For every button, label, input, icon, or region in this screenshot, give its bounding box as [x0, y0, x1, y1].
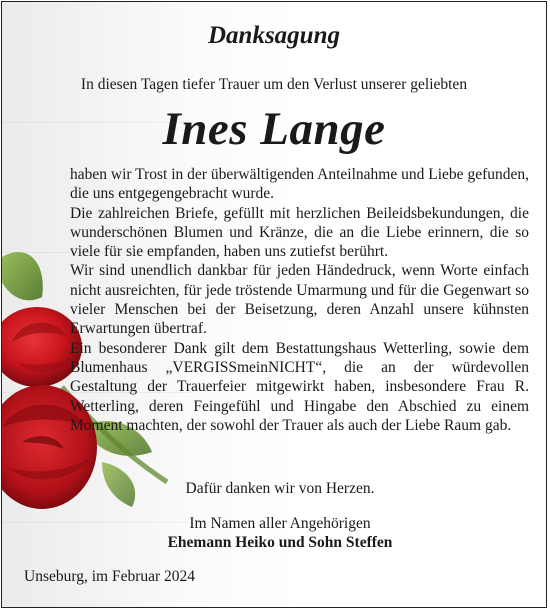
- notice-heading: Danksagung: [208, 22, 340, 49]
- on-behalf-line: Im Namen aller Angehörigen: [189, 515, 371, 532]
- obituary-thank-you-notice: [1, 1, 547, 608]
- notice-content: [2, 2, 546, 607]
- body-paragraph: Die zahlreichen Briefe, gefüllt mit herzlichen Beileidsbekundungen, die wunderschönen Blumen und Kränze, die an die Liebe erinnern, die so viele für sie empfanden, haben uns zutiefst berührt.: [70, 204, 529, 261]
- intro-line: In diesen Tagen tiefer Trauer um den Verlust unserer geliebten: [80, 76, 468, 93]
- deceased-name: Ines Lange: [162, 103, 386, 155]
- body-paragraph: haben wir Trost in der überwältigenden Anteilnahme und Liebe gefunden, die uns entgegengebracht wurde.: [70, 166, 529, 203]
- closing-line: Dafür danken wir von Herzen.: [185, 480, 375, 497]
- signers: Ehemann Heiko und Sohn Steffen: [167, 534, 393, 551]
- body-paragraph: Wir sind unendlich dankbar für jeden Händedruck, wenn Worte einfach nicht ausreichten, für jede tröstende Umarmung und für die Gegenwart so vieler Menschen bei der Beisetzung, deren Anzahl unsere kühnsten Erwartungen übertraf.: [70, 262, 529, 338]
- place-date: Unseburg, im Februar 2024: [24, 568, 196, 585]
- body-paragraph: Ein besonderer Dank gilt dem Bestattungshaus Wetterling, sowie dem Blumenhaus „VERGISSmeinNICHT“, die an der würdevollen Gestaltung der Trauerfeier mitgewirkt haben, insbesondere Frau R. Wetterling, deren Feingefühl und Hingabe den Abschied zu einem Moment machten, der sowohl der Trauer als auch der Liebe Raum gab.: [70, 339, 529, 434]
- thank-you-body: [70, 165, 529, 435]
